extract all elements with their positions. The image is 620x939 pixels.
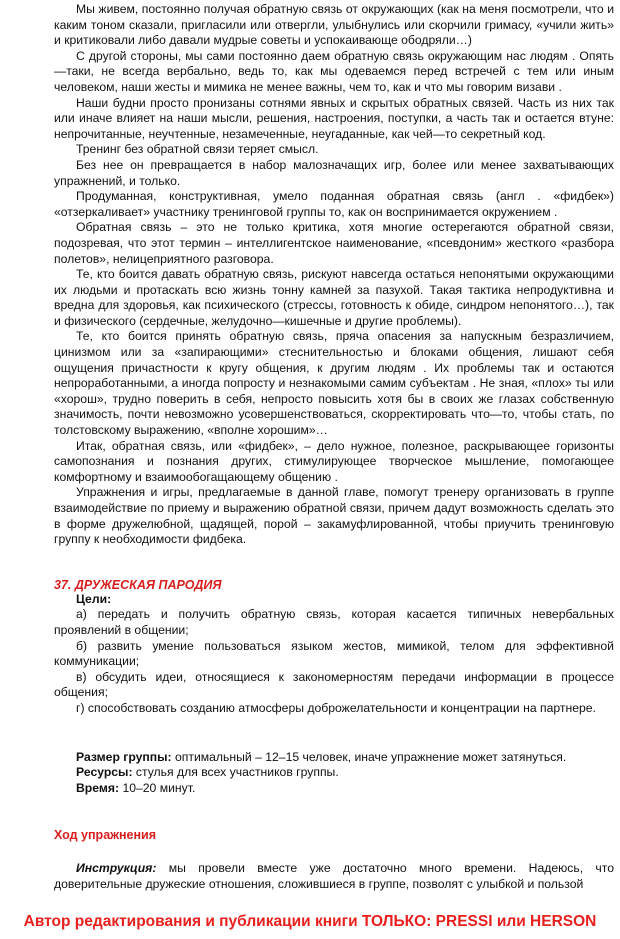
goals-label: Цели:	[76, 591, 112, 606]
time-value: 10–20 минут.	[119, 780, 196, 795]
resources-value: стулья для всех участников группы.	[132, 765, 339, 780]
resources-row	[76, 765, 614, 781]
paragraph-6: Продуманная, конструктивная, умело поданная обратная связь (англ . «фидбек») «отзеркаливает» участнику тренинговой группы то, как он воспринимается окружением .	[54, 189, 614, 219]
paragraph-3: Наши будни просто пронизаны сотнями явных и скрытых обратных связей. Часть из них так или иначе влияет на наши мысли, решения, настроения, поступки, а часть так и остается втуне: непрочитанные, неучтенные, незамеченные, неугаданные, как чей—то секретный код.	[54, 95, 614, 141]
paragraph-2: С другой стороны, мы сами постоянно даем обратную связь окружающим нас людям . Опять—таки, не всегда вербально, ведь то, как мы одеваемся перед встречей с тем или иным человеком, наши жесты и мимика не менее важны, чем то, как и что мы говорим визави .	[54, 48, 614, 94]
group-size-label: Размер группы:	[76, 749, 172, 764]
goal-item-c: в) обсудить идеи, относящиеся к закономерностям передачи информации в процессе общения;	[54, 669, 614, 700]
instruction-label: Инструкция:	[76, 861, 157, 876]
paragraph-10: Итак, обратная связь, или «фидбек», – дело нужное, полезное, раскрывающее горизонты самопознания и познания других, стимулирующее творческое мышление, помогающее комфортному и взаимообогащающему общению .	[54, 438, 614, 484]
instruction-text: мы провели вместе уже достаточно много времени. Надеюсь, что доверительные дружеские отношения, сложившиеся в группе, позволят с улыбкой и пользой	[54, 861, 614, 891]
paragraph-7: Обратная связь – это не только критика, хотя многие остерегаются обратной связи, подозревая, что этот термин – интеллигентское наименование, «псевдоним» жесткого «разбора полетов», нелицеприятного разговора.	[54, 220, 614, 266]
paragraph-9: Те, кто боится принять обратную связь, пряча опасения за напускным безразличием, цинизмом или за «запирающими» стеснительностью и блоками общения, лишают себя ощущения причастности к кругу общения, к другим людям . Их проблемы так и остаются непроработанными, а иногда попросту и незнакомыми самим субъектам . Не зная, «плох» ты или «хорош», трудно поверить в себя, непросто повысить хотя бы в своих же глазах собственную значимость, почти невозможно усовершенствоваться, скорректировать что—то, чтобы стать, по толстовскому выражению, «вполне хорошим»…	[54, 329, 614, 438]
resources-label: Ресурсы:	[76, 765, 133, 780]
course-title: Ход упражнения	[54, 828, 157, 843]
paragraph-8: Те, кто боится давать обратную связь, рискуют навсегда остаться непонятыми окружающими их людьми и протаскать всю жизнь тонну камней за пазухой. Такая тактика непродуктивна и вредна для здоровья, как психического (стрессы, готовность к обиде, синдром непонятого…), так и физического (сердечные, желудочно—кишечные и другие проблемы).	[54, 267, 614, 328]
goal-item-a: а) передать и получить обратную связь, которая касается типичных невербальных проявлений в общении;	[54, 607, 614, 637]
time-row	[76, 781, 614, 797]
exercise-title: 37. ДРУЖЕСКАЯ ПАРОДИЯ	[54, 577, 222, 592]
exercise-params	[54, 750, 614, 797]
paragraph-1: Мы живем, постоянно получая обратную связь от окружающих (как на меня посмотрели, что и каким тоном сказали, пригласили или отвергли, улыбнулись или скорчили гримасу, «учили жить» и критиковали либо давали мудрые советы и успокаивающе ободряли…)	[54, 2, 614, 48]
paragraph-11: Упражнения и игры, предлагаемые в данной главе, помогут тренеру организовать в группе взаимодействие по приему и выражению обратной связи, причем дадут возможность сделать это в форме дружелюбной, щадящей, порой – закамуфлированной, чтобы приучить тренинговую группу к необходимости фидбека.	[54, 485, 614, 547]
goal-item-d: г) способствовать созданию атмосферы доброжелательности и концентрации на партнере.	[76, 700, 596, 715]
paragraph-5: Без нее он превращается в набор малозначащих игр, более или менее захватывающих упражнений, и только.	[54, 157, 614, 188]
footer-publisher-note: Автор редактирования и публикации книги ТОЛЬКО: PRESSI или HERSON	[23, 913, 597, 930]
time-label: Время:	[76, 780, 120, 795]
goal-item-b: б) развить умение пользоваться языком жестов, мимикой, телом для эффективной коммуникации;	[54, 638, 614, 669]
group-size-row	[76, 750, 614, 766]
group-size-value: оптимальный – 12–15 человек, иначе упражнение может затянуться.	[171, 749, 567, 764]
instruction-paragraph	[54, 861, 614, 892]
paragraph-4: Тренинг без обратной связи теряет смысл.	[76, 142, 319, 157]
page-content	[54, 2, 614, 893]
